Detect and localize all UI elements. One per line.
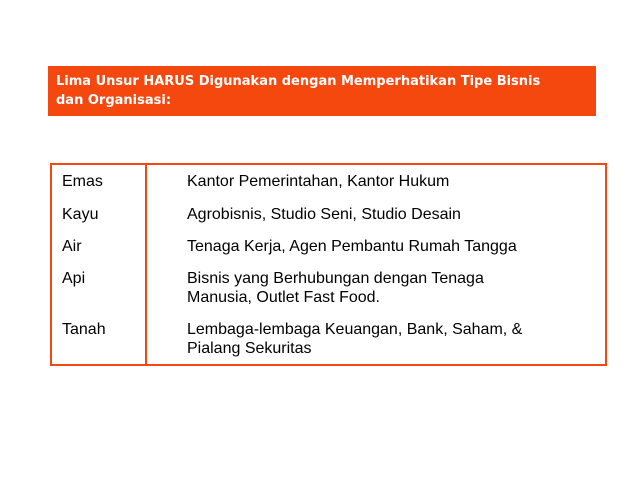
description-line-2: Manusia, Outlet Fast Food. <box>187 289 380 306</box>
element-name: Kayu <box>62 206 99 223</box>
element-name: Emas <box>62 173 103 190</box>
element-description <box>187 269 567 307</box>
description-line-1: Bisnis yang Berhubungan dengan Tenaga <box>187 270 484 287</box>
element-description: Kantor Pemerintahan, Kantor Hukum <box>187 173 450 190</box>
element-name: Air <box>62 238 82 255</box>
title-line-2: dan Organisasi: <box>56 93 172 108</box>
description-line-2: Pialang Sekuritas <box>187 340 312 357</box>
column-divider <box>145 165 147 364</box>
element-description: Agrobisnis, Studio Seni, Studio Desain <box>187 206 461 223</box>
description-line-1: Lembaga-lembaga Keuangan, Bank, Saham, & <box>187 321 523 338</box>
element-name: Tanah <box>62 321 106 338</box>
elements-table <box>50 163 607 366</box>
title-line-1: Lima Unsur HARUS Digunakan dengan Memperhatikan Tipe Bisnis <box>56 74 541 89</box>
element-description <box>187 320 567 358</box>
element-name: Api <box>62 270 86 287</box>
title-banner <box>48 66 596 116</box>
element-description: Tenaga Kerja, Agen Pembantu Rumah Tangga <box>187 238 517 255</box>
